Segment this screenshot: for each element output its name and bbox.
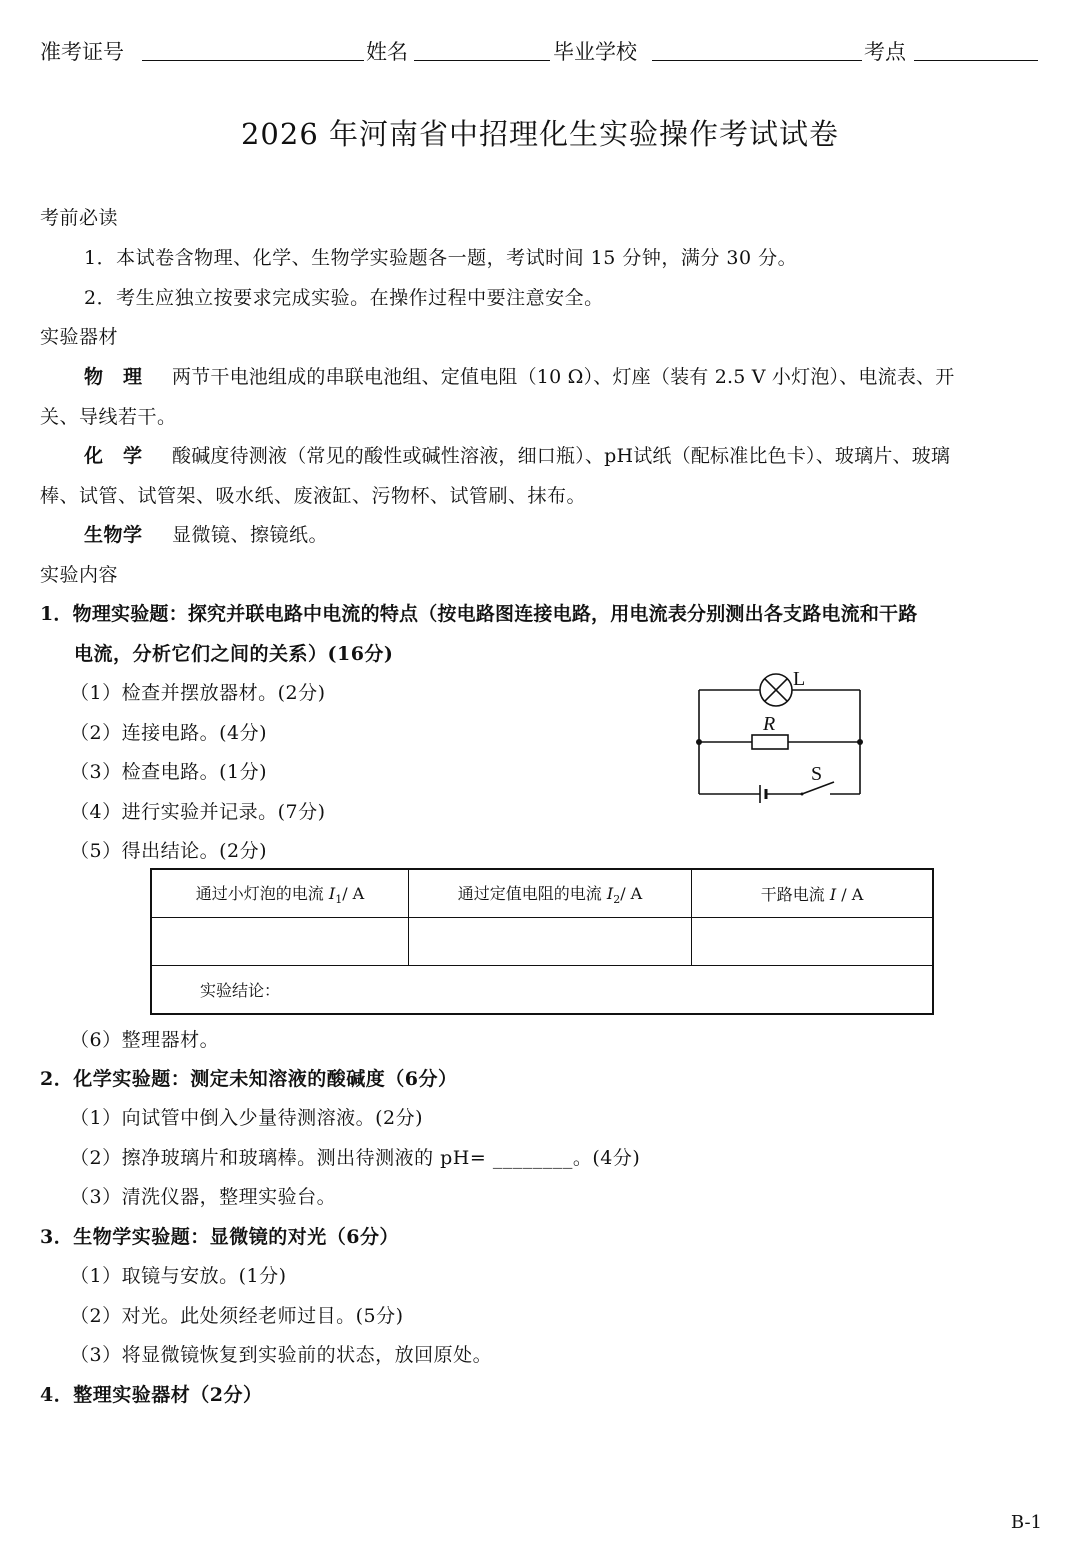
q3-step-3: （3）将显微镜恢复到实验前的状态，放回原处。: [70, 1344, 493, 1366]
resistor-label: R: [763, 713, 776, 735]
junction-right-dot: [857, 739, 863, 745]
header-lamp-current: 通过小灯泡的电流 $I_1/$ A: [151, 869, 409, 918]
conclusion-label: 实验结论：: [200, 981, 281, 1000]
cell-resistor-current[interactable]: [409, 918, 692, 966]
lamp-icon: [760, 674, 792, 706]
cell-conclusion[interactable]: [151, 966, 933, 1015]
must-read-item-1: 1．本试卷含物理、化学、生物学实验题各一题，考试时间 15 分钟，满分 30 分。: [84, 247, 798, 269]
chemistry-equipment-line1: 酸碱度待测液（常见的酸性或碱性溶液，细口瓶）、pH试纸（配标准比色卡）、玻璃片、玻璃: [172, 445, 951, 467]
q1-heading-line2: 电流，分析它们之间的关系）(16分): [74, 643, 394, 665]
q4-heading: 4．整理实验器材（2分）: [40, 1384, 263, 1406]
name-blank[interactable]: [414, 60, 550, 61]
q1-step-3: （3）检查电路。(1分): [70, 761, 268, 783]
q1-step-5: （5）得出结论。(2分): [70, 840, 268, 862]
cell-lamp-current[interactable]: [151, 918, 409, 966]
switch-label: S: [811, 763, 823, 785]
school-label: 毕业学校: [553, 40, 637, 64]
q3-heading: 3．生物学实验题：显微镜的对光（6分）: [40, 1226, 399, 1248]
q2-step-1: （1）向试管中倒入少量待测溶液。(2分): [70, 1107, 424, 1129]
resistor-icon: [752, 735, 788, 749]
q2-step-3: （3）清洗仪器，整理实验台。: [70, 1186, 337, 1208]
content-heading: 实验内容: [40, 564, 119, 586]
q2-step-2: （2）擦净玻璃片和玻璃棒。测出待测液的 pH= ________。(4分): [70, 1147, 641, 1169]
q1-step-6: （6）整理器材。: [70, 1029, 220, 1051]
physics-equipment-line1: 两节干电池组成的串联电池组、定值电阻（10 Ω）、灯座（装有 2.5 V 小灯泡）、电流表、开: [172, 366, 955, 388]
exam-id-blank[interactable]: [142, 60, 364, 61]
table-header-row: [151, 869, 933, 918]
site-label: 考点: [864, 40, 906, 64]
physics-equipment-line2: 关、导线若干。: [40, 406, 177, 428]
must-read-item-2: 2．考生应独立按要求完成实验。在操作过程中要注意安全。: [84, 287, 604, 309]
chemistry-label: 化 学: [84, 445, 143, 467]
lamp-label: L: [793, 668, 806, 690]
must-read-heading: 考前必读: [40, 207, 119, 229]
physics-label: 物 理: [84, 366, 143, 388]
biology-label: 生物学: [84, 524, 143, 546]
page-title: 2026 年河南省中招理化生实验操作考试试卷: [240, 117, 840, 151]
page-number: B-1: [1010, 1512, 1042, 1533]
name-label: 姓名: [366, 40, 408, 64]
table-conclusion-row: [151, 966, 933, 1015]
exam-id-label: 准考证号: [40, 40, 124, 64]
circuit-diagram: [690, 660, 880, 810]
record-table: [150, 868, 934, 1015]
q2-heading: 2．化学实验题：测定未知溶液的酸碱度（6分）: [40, 1068, 458, 1090]
q3-step-2: （2）对光。此处须经老师过目。(5分): [70, 1305, 404, 1327]
cell-main-current[interactable]: [692, 918, 934, 966]
header-resistor-current: 通过定值电阻的电流 $I_2/$ A: [409, 869, 692, 918]
q1-step-2: （2）连接电路。(4分): [70, 722, 268, 744]
biology-equipment: 显微镜、擦镜纸。: [172, 524, 329, 546]
battery-icon: [760, 785, 766, 803]
q3-step-1: （1）取镜与安放。(1分): [70, 1265, 287, 1287]
q1-step-1: （1）检查并摆放器材。(2分): [70, 682, 326, 704]
school-blank[interactable]: [652, 60, 862, 61]
header-main-current: 干路电流 I / A: [692, 869, 934, 918]
table-data-row: [151, 918, 933, 966]
equipment-heading: 实验器材: [40, 326, 119, 348]
junction-left-dot: [696, 739, 702, 745]
chemistry-equipment-line2: 棒、试管、试管架、吸水纸、废液缸、污物杯、试管刷、抹布。: [40, 485, 587, 507]
q1-heading-line1: 1．物理实验题：探究并联电路中电流的特点（按电路图连接电路，用电流表分别测出各支路电流和干路: [40, 603, 918, 625]
q1-step-4: （4）进行实验并记录。(7分): [70, 801, 326, 823]
site-blank[interactable]: [914, 60, 1038, 61]
